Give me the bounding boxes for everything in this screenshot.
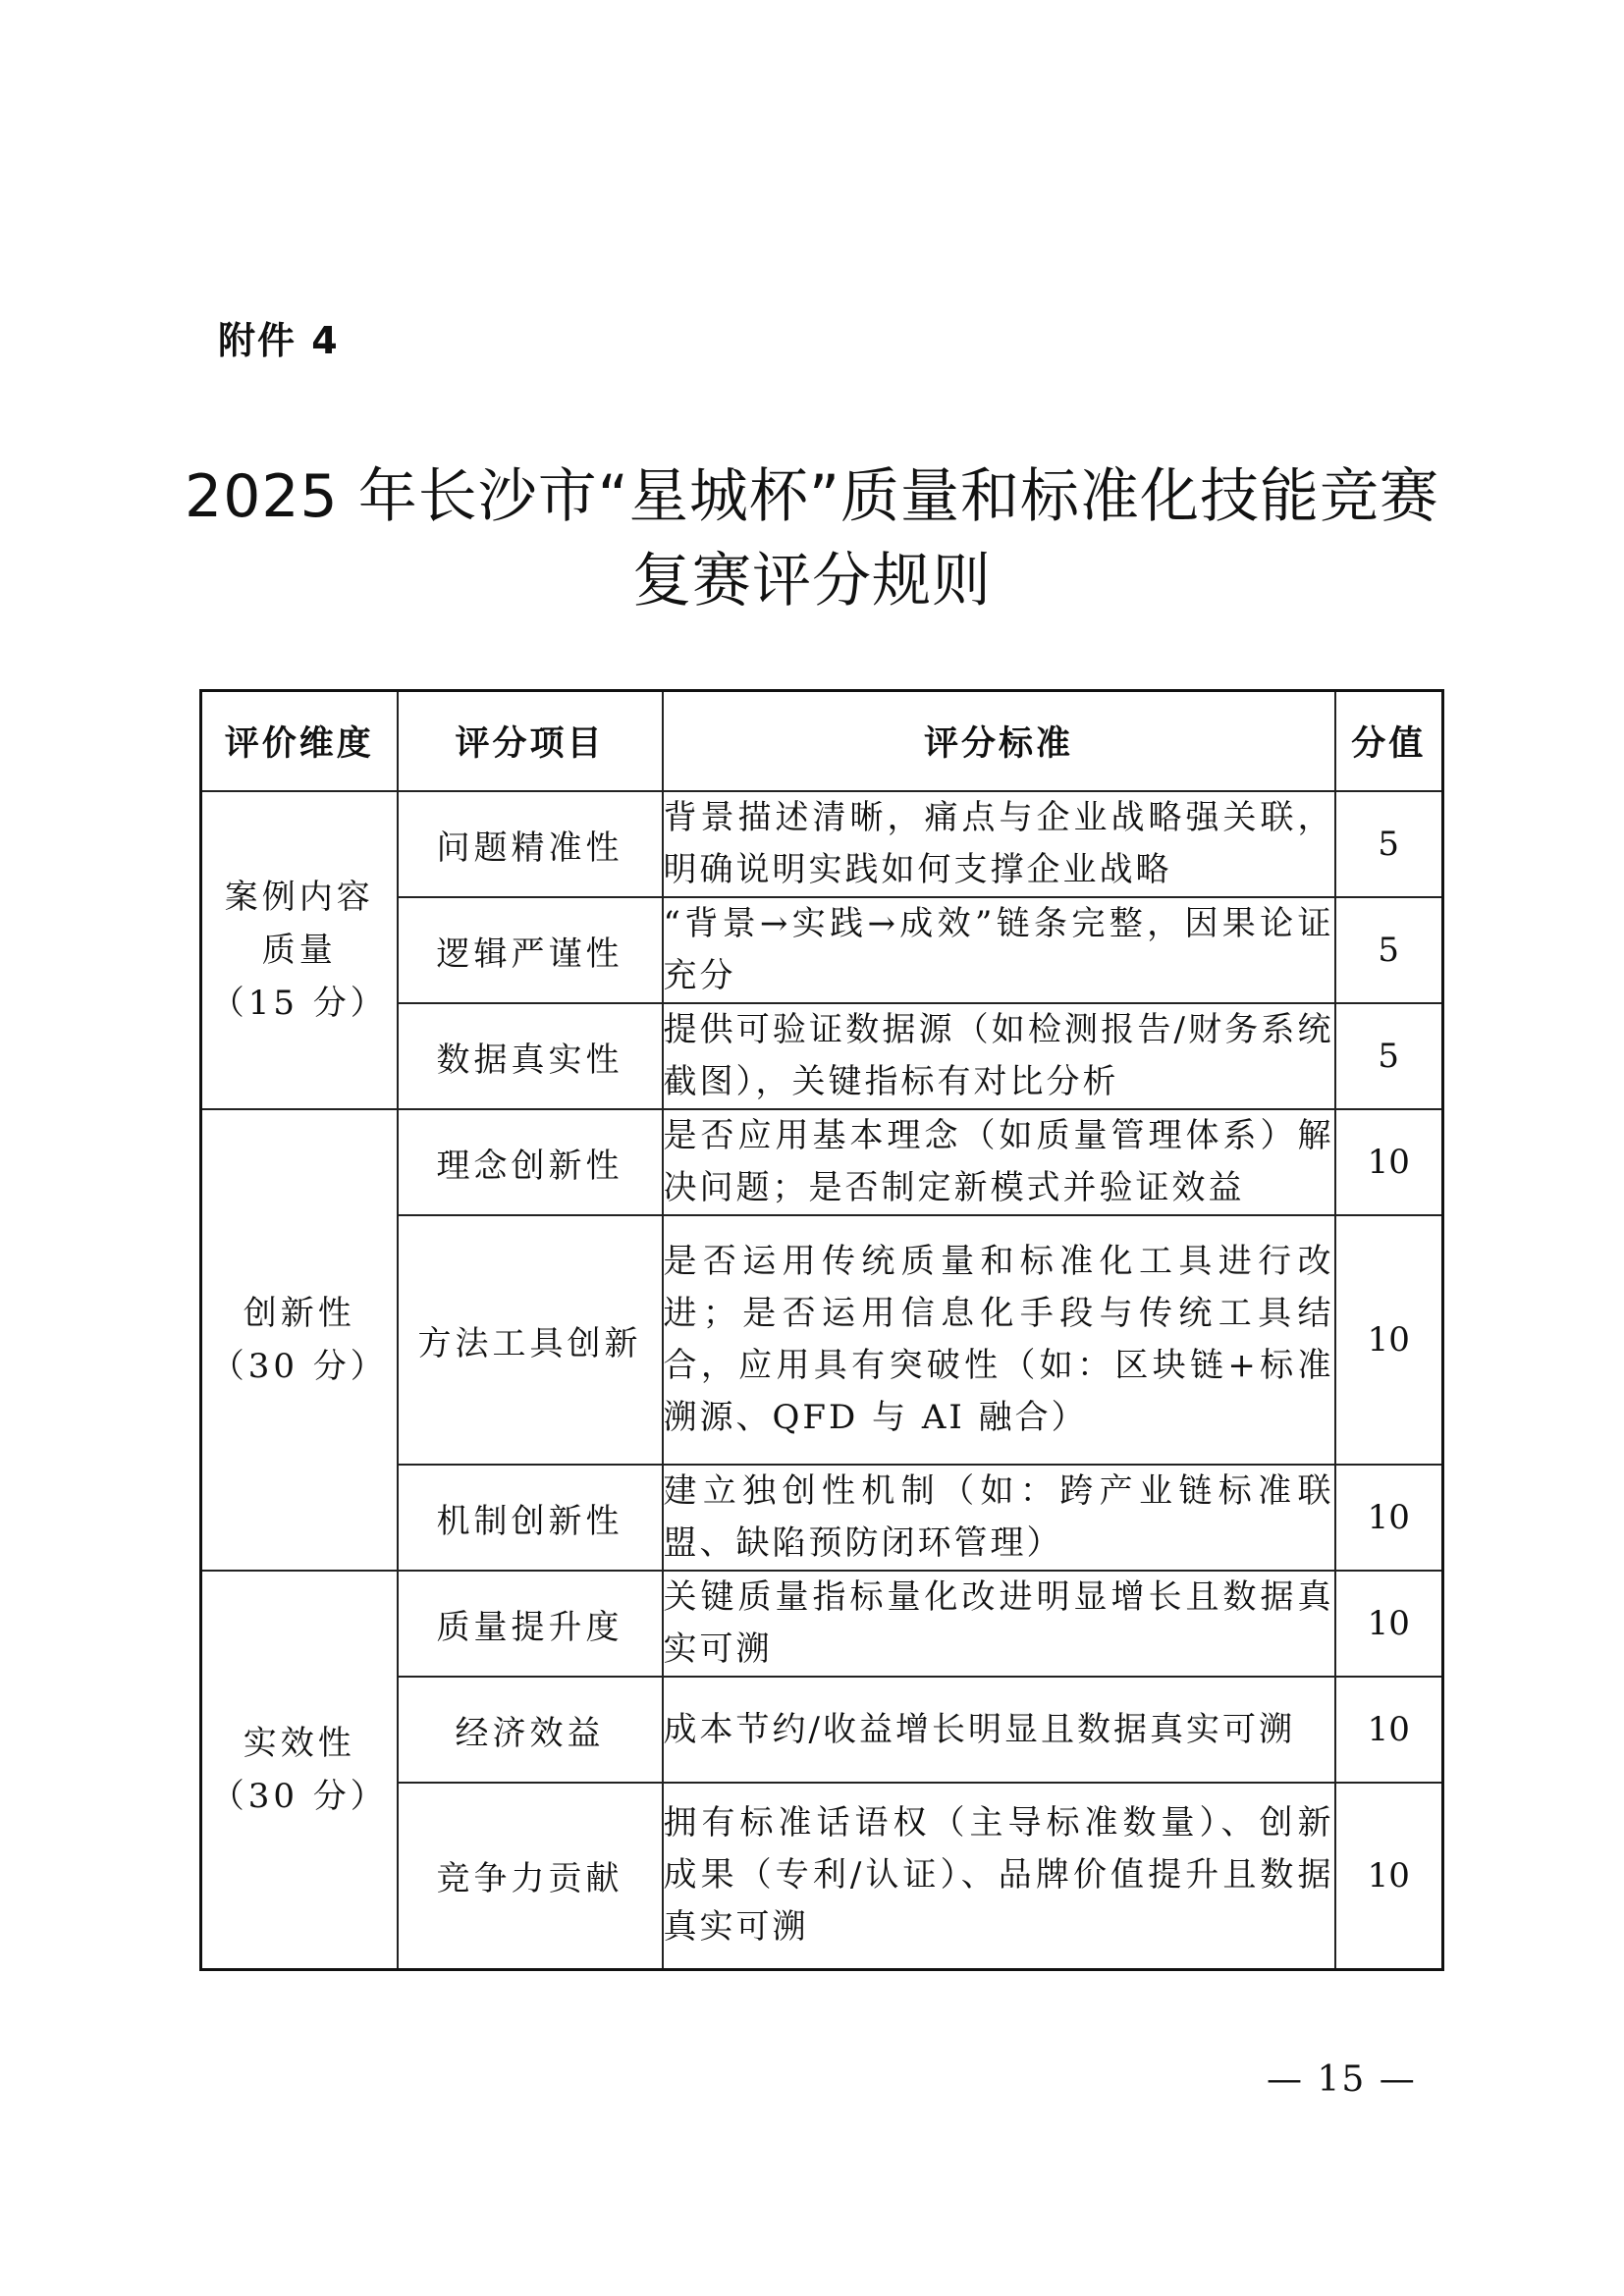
table-row <box>201 791 1443 897</box>
header-item: 评分项目 <box>398 691 663 792</box>
score-cell: 5 <box>1335 791 1443 897</box>
dimension-label: 实效性 <box>243 1723 355 1763</box>
score-cell: 10 <box>1335 1215 1443 1465</box>
score-cell: 10 <box>1335 1109 1443 1215</box>
header-criteria: 评分标准 <box>663 691 1335 792</box>
item-cell: 质量提升度 <box>398 1571 663 1677</box>
item-cell: 数据真实性 <box>398 1003 663 1109</box>
attachment-label: 附件 4 <box>218 319 340 362</box>
table-row <box>201 1571 1443 1677</box>
criteria-cell: 背景描述清晰，痛点与企业战略强关联，明确说明实践如何支撑企业战略 <box>663 791 1335 897</box>
table-row <box>201 1109 1443 1215</box>
criteria-cell: 拥有标准话语权（主导标准数量）、创新成果（专利/认证）、品牌价值提升且数据真实可溯 <box>663 1783 1335 1969</box>
dimension-label: 质量 <box>261 931 337 970</box>
header-score: 分值 <box>1335 691 1443 792</box>
score-cell: 5 <box>1335 1003 1443 1109</box>
dimension-cell-content-quality <box>201 791 398 1109</box>
document-title-line-1: 2025 年长沙市“星城杯”质量和标准化技能竞赛 <box>185 462 1439 531</box>
criteria-cell: 是否应用基本理念（如质量管理体系）解决问题；是否制定新模式并验证效益 <box>663 1109 1335 1215</box>
header-dimension: 评价维度 <box>201 691 398 792</box>
item-cell: 机制创新性 <box>398 1465 663 1571</box>
dimension-label: 创新性 <box>243 1294 355 1333</box>
item-cell: 逻辑严谨性 <box>398 897 663 1003</box>
item-cell: 理念创新性 <box>398 1109 663 1215</box>
criteria-cell: 成本节约/收益增长明显且数据真实可溯 <box>663 1677 1335 1783</box>
criteria-cell: 是否运用传统质量和标准化工具进行改进；是否运用信息化手段与传统工具结合，应用具有突破性（如：区块链+标准溯源、QFD 与 AI 融合） <box>663 1215 1335 1465</box>
scoring-rubric-table <box>199 689 1444 1971</box>
item-cell: 竞争力贡献 <box>398 1783 663 1969</box>
item-cell: 方法工具创新 <box>398 1215 663 1465</box>
dimension-points: （30 分） <box>210 1776 388 1816</box>
criteria-cell: 提供可验证数据源（如检测报告/财务系统截图），关键指标有对比分析 <box>663 1003 1335 1109</box>
criteria-cell: 关键质量指标量化改进明显增长且数据真实可溯 <box>663 1571 1335 1677</box>
item-cell: 经济效益 <box>398 1677 663 1783</box>
score-cell: 10 <box>1335 1783 1443 1969</box>
item-cell: 问题精准性 <box>398 791 663 897</box>
score-cell: 5 <box>1335 897 1443 1003</box>
criteria-cell: 建立独创性机制（如：跨产业链标准联盟、缺陷预防闭环管理） <box>663 1465 1335 1571</box>
score-cell: 10 <box>1335 1677 1443 1783</box>
table-header-row <box>201 691 1443 792</box>
dimension-label: 案例内容 <box>224 878 374 917</box>
dimension-cell-innovation <box>201 1109 398 1571</box>
dimension-points: （15 分） <box>210 984 388 1023</box>
dimension-cell-effectiveness <box>201 1571 398 1969</box>
score-cell: 10 <box>1335 1465 1443 1571</box>
document-title-line-2: 复赛评分规则 <box>632 547 992 615</box>
score-cell: 10 <box>1335 1571 1443 1677</box>
criteria-cell: “背景→实践→成效”链条完整，因果论证充分 <box>663 897 1335 1003</box>
page-number: — 15 — <box>1267 2059 1417 2100</box>
dimension-points: （30 分） <box>210 1347 388 1386</box>
